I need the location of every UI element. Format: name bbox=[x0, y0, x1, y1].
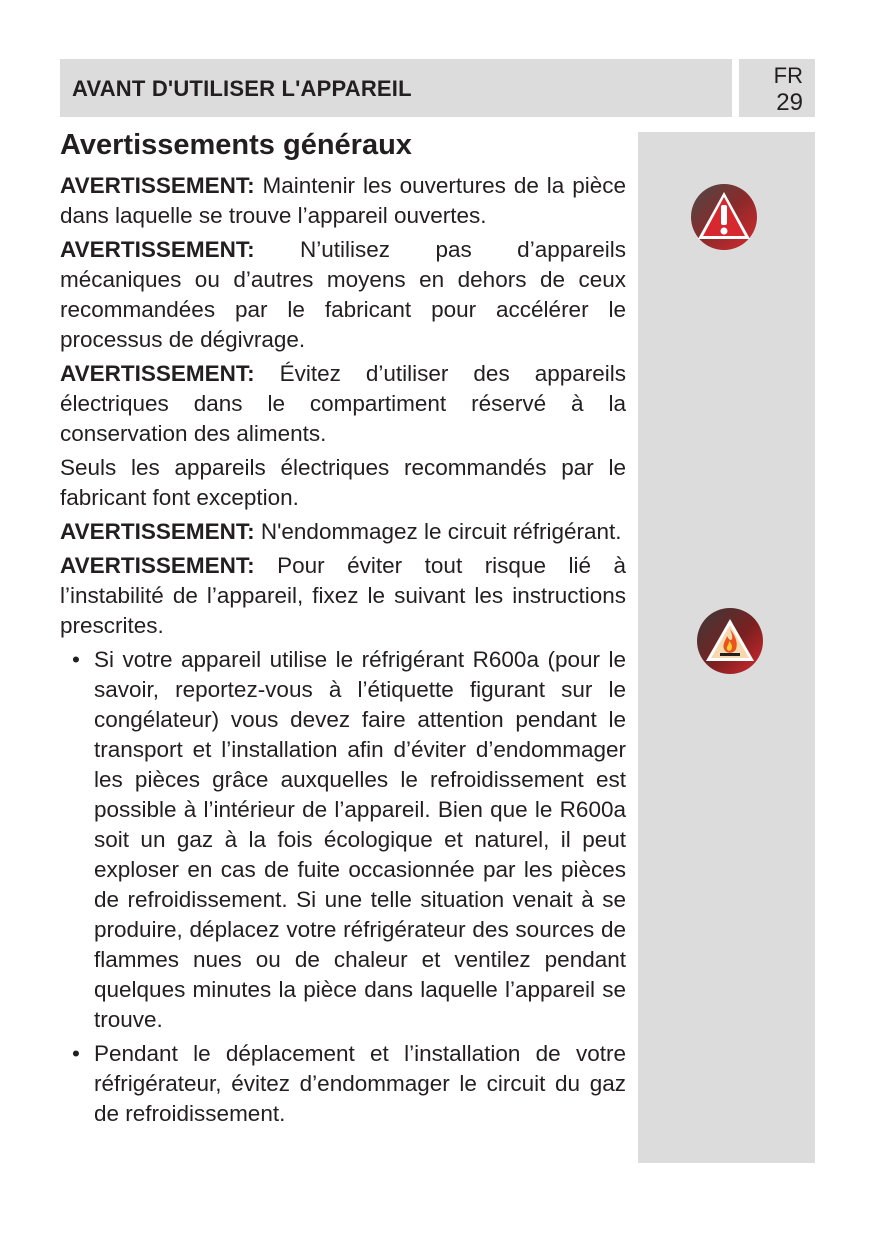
bullet-marker: • bbox=[72, 647, 80, 672]
page-number: 29 bbox=[776, 89, 803, 116]
warning-label: AVERTISSEMENT: bbox=[60, 173, 255, 198]
warning-triangle-icon bbox=[690, 183, 758, 251]
paragraph-text: Seuls les appareils électriques recommandés par le fabricant font exception. bbox=[60, 455, 626, 510]
paragraph-text: Maintenir les ouvertures de la pièce dans laquelle se trouve l’appareil ouvertes. bbox=[60, 173, 626, 228]
list-item-text: Pendant le déplacement et l’installation de votre réfrigérateur, évitez d’endommager le circuit du gaz de refroidissement. bbox=[94, 1041, 626, 1126]
warning-label: AVERTISSEMENT: bbox=[60, 553, 255, 578]
header-bar bbox=[60, 59, 732, 117]
warning-paragraph bbox=[60, 517, 626, 547]
warning-paragraph bbox=[60, 359, 626, 449]
language-code: FR bbox=[773, 63, 803, 88]
warning-label: AVERTISSEMENT: bbox=[60, 237, 255, 262]
bullet-marker: • bbox=[72, 1041, 80, 1066]
warning-paragraph bbox=[60, 235, 626, 355]
main-content bbox=[60, 127, 626, 1133]
note-paragraph bbox=[60, 453, 626, 513]
list-item bbox=[72, 1039, 626, 1129]
language-page-box bbox=[739, 59, 815, 117]
section-title: Avertissements généraux bbox=[60, 129, 412, 161]
warning-paragraph bbox=[60, 551, 626, 641]
warning-label: AVERTISSEMENT: bbox=[60, 519, 255, 544]
list-item-text: Si votre appareil utilise le réfrigérant R600a (pour le savoir, reportez-vous à l’étiquette figurant sur le congélateur) vous devez faire attention pendant le transport et l’installation afin d’éviter d’endommager les pièces grâce auxquelles le refroidissement est possible à l’intérieur de l’appareil. Bien que le R600a soit un gaz à la fois écologique et naturel, il peut exploser en cas de fuite occasionnée par les pièces de refroidissement. Si une telle situation venait à se produire, déplacez votre réfrigérateur des sources de flammes nues ou de chaleur et ventilez pendant quelques minutes la pièce dans laquelle l’appareil se trouve. bbox=[94, 647, 626, 1032]
paragraph-text: Pour éviter tout risque lié à l’instabilité de l’appareil, fixez le suivant les instructions prescrites. bbox=[60, 553, 626, 638]
paragraph-text: N'endommagez le circuit réfrigérant. bbox=[254, 519, 622, 544]
warning-label: AVERTISSEMENT: bbox=[60, 361, 255, 386]
paragraph-text: Évitez d’utiliser des appareils électriques dans le compartiment réservé à la conservation des aliments. bbox=[60, 361, 626, 446]
flammable-icon bbox=[696, 607, 764, 675]
paragraph-text: N’utilisez pas d’appareils mécaniques ou d’autres moyens en dehors de ceux recommandées par le fabricant pour accélérer le processus de dégivrage. bbox=[60, 237, 626, 352]
header-title: AVANT D'UTILISER L'APPAREIL bbox=[72, 76, 412, 101]
bullet-list bbox=[60, 645, 626, 1129]
list-item bbox=[72, 645, 626, 1035]
warning-paragraph bbox=[60, 171, 626, 231]
